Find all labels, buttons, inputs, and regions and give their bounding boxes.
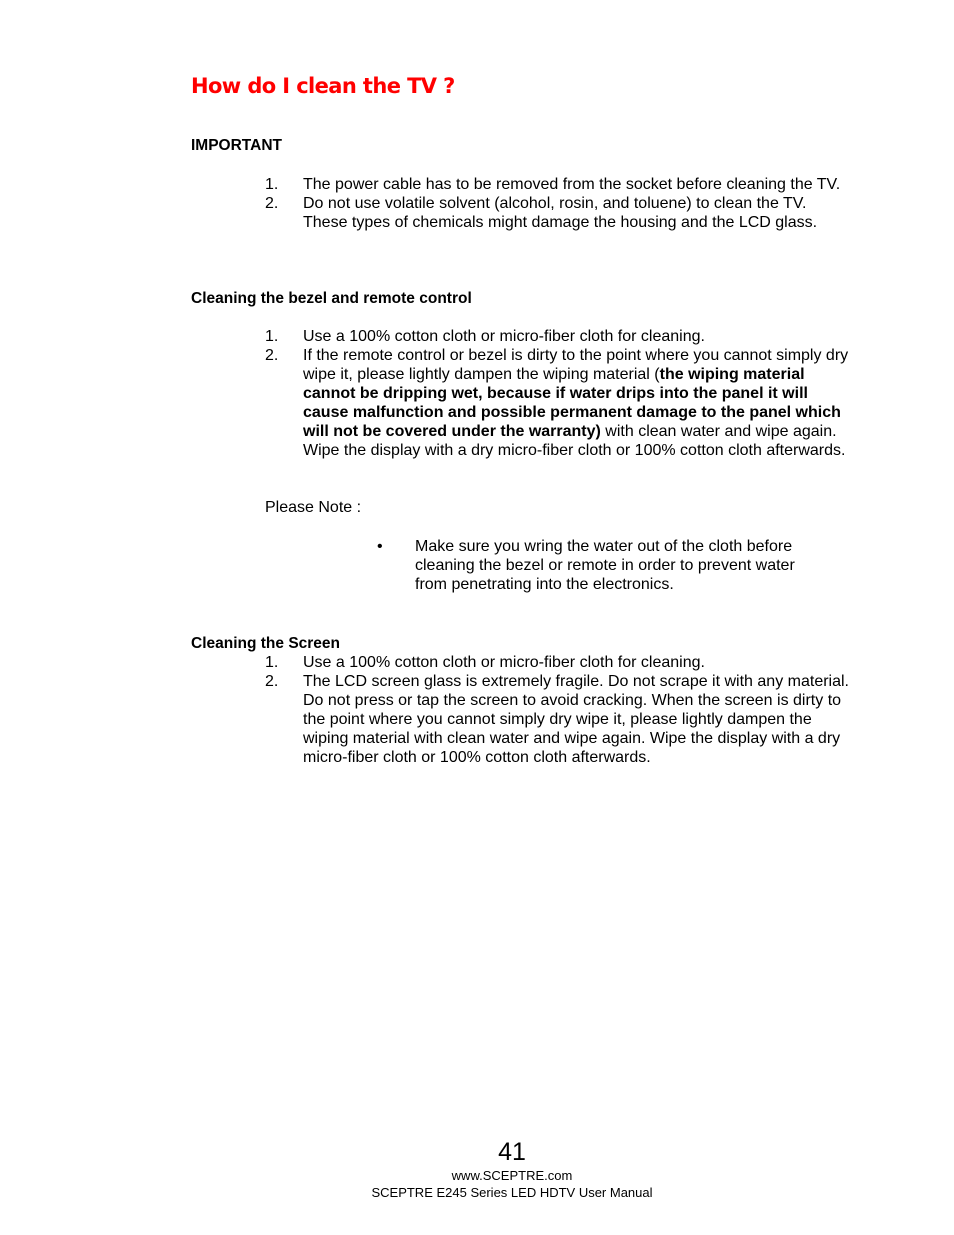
important-heading: IMPORTANT (191, 137, 282, 154)
list-item-text: The LCD screen glass is extremely fragile. Do not scrape it with any material. Do not press or tap the screen to avoid cracking. When the screen is dirty to the point where you cannot simply dry wipe it, please lightly dampen the wiping material with clean water and wipe again. Wipe the display with a dry micro-fiber cloth or 100% cotton cloth afterwards. (303, 673, 849, 766)
list-item-text: Use a 100% cotton cloth or micro-fiber cloth for cleaning. (303, 654, 705, 671)
list-item-text-before: If the remote control or bezel is dirty to the point where you cannot simply dry wipe it, please lightly dampen the wiping material ( (303, 347, 849, 383)
list-item (377, 537, 822, 594)
bezel-heading: Cleaning the bezel and remote control (191, 290, 472, 307)
note-label: Please Note : (265, 499, 362, 516)
footer-website: www.SCEPTRE.com (451, 1168, 573, 1183)
footer-manual-title: SCEPTRE E245 Series LED HDTV User Manual (371, 1185, 653, 1200)
list-item (265, 672, 855, 767)
important-list (265, 175, 855, 232)
list-item-text: Do not use volatile solvent (alcohol, rosin, and toluene) to clean the TV. These types of chemicals might damage the housing and the LCD glass. (303, 195, 818, 231)
list-item (265, 346, 855, 460)
list-number: 2. (265, 195, 279, 212)
list-item (265, 175, 855, 194)
list-number: 1. (265, 176, 279, 193)
list-item-text: The power cable has to be removed from the socket before cleaning the TV. (303, 176, 841, 193)
bezel-list (265, 327, 855, 460)
bullet-icon: • (377, 538, 383, 555)
list-item (265, 327, 855, 346)
screen-list (265, 653, 855, 767)
page-number: 41 (498, 1138, 526, 1166)
screen-heading: Cleaning the Screen (191, 635, 341, 652)
note-list (377, 537, 822, 594)
list-item (265, 194, 855, 232)
list-item-text-after: with clean water and wipe again. Wipe the display with a dry micro-fiber cloth or 100% cotton cloth afterwards. (303, 423, 846, 459)
note-bullet-text: Make sure you wring the water out of the cloth before cleaning the bezel or remote in order to prevent water from penetrating into the electronics. (415, 538, 795, 593)
list-number: 1. (265, 328, 279, 345)
warning-text: the wiping material cannot be dripping wet, because if water drips into the panel it will cause malfunction and possible permanent damage to the panel which will not be covered under the warranty) (303, 366, 841, 440)
page-title: How do I clean the TV ? (191, 74, 455, 98)
list-number: 1. (265, 654, 279, 671)
list-number: 2. (265, 673, 279, 690)
list-item-text: Use a 100% cotton cloth or micro-fiber cloth for cleaning. (303, 328, 705, 345)
list-number: 2. (265, 347, 279, 364)
list-item (265, 653, 855, 672)
